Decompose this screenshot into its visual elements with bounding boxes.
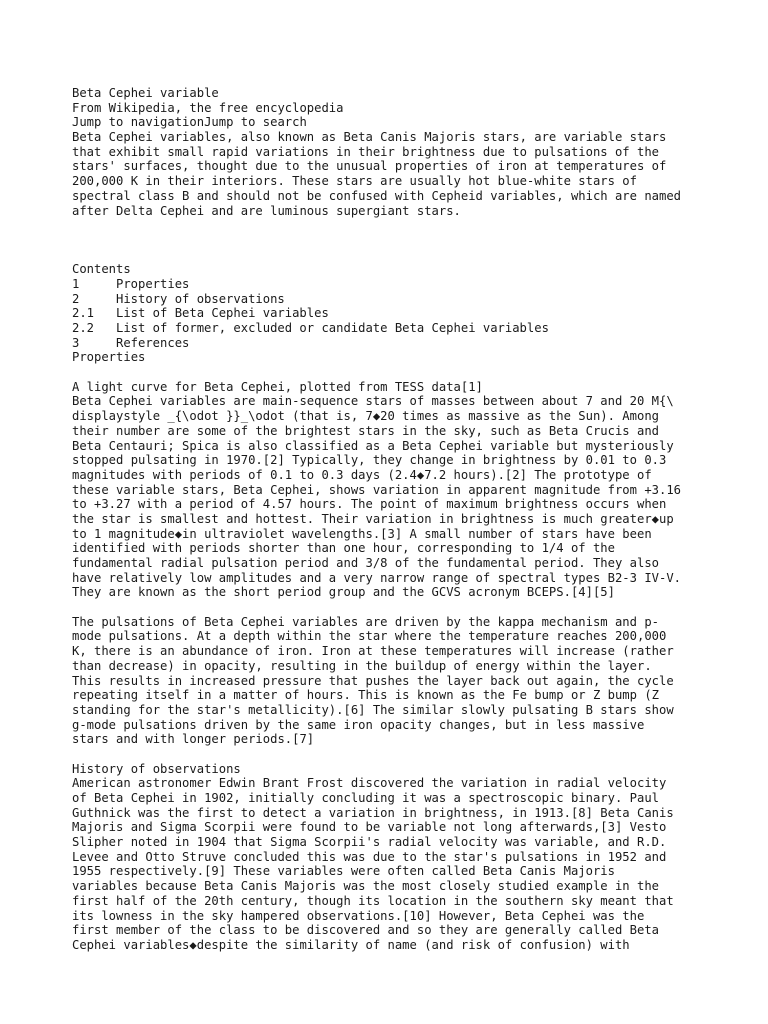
properties-heading: Properties	[72, 350, 146, 365]
text-line: after Delta Cephei and are luminous supergiant stars.	[72, 203, 461, 218]
text-line: American astronomer Edwin Brant Frost discovered the variation in radial velocity	[72, 776, 667, 791]
toc-label[interactable]: List of Beta Cephei variables	[116, 306, 329, 321]
toc-item[interactable]	[72, 321, 712, 336]
text-line: spectral class B and should not be confused with Cepheid variables, which are named	[72, 188, 682, 203]
intro-paragraph	[72, 130, 712, 218]
toc-item[interactable]	[72, 277, 712, 292]
table-of-contents	[72, 262, 712, 350]
text-line: stars' surfaces, thought due to the unusual properties of iron at temperatures of	[72, 159, 667, 174]
text-line: first half of the 20th century, though its location in the southern sky meant that	[72, 893, 674, 908]
toc-label[interactable]: History of observations	[116, 291, 285, 306]
text-line: to 1 magnitude◆in ultraviolet wavelengths.[3] A small number of stars have been	[72, 526, 652, 541]
toc-number: 3	[72, 335, 80, 350]
text-line: Beta Centauri; Spica is also classified as a Beta Cephei variable but mysteriously	[72, 438, 674, 453]
text-line: to +3.27 with a period of 4.57 hours. The point of maximum brightness occurs when	[72, 497, 667, 512]
text-line: 1955 respectively.[9] These variables were often called Beta Canis Majoris	[72, 864, 615, 879]
toc-item[interactable]	[72, 336, 712, 351]
spacer	[72, 747, 712, 762]
text-line: displaystyle _{\odot }}_\odot (that is, 7◆20 times as massive as the Sun). Among	[72, 409, 659, 424]
history-paragraph-1	[72, 776, 712, 952]
toc-label[interactable]: Properties	[116, 276, 190, 291]
text-line: Levee and Otto Struve concluded this was due to the star's pulsations in 1952 and	[72, 849, 667, 864]
text-line: these variable stars, Beta Cephei, shows variation in apparent magnitude from +3.16	[72, 482, 682, 497]
text-line: g-mode pulsations driven by the same iron opacity changes, but in less massive	[72, 717, 645, 732]
toc-number: 2.2	[72, 321, 95, 335]
text-line: Slipher noted in 1904 that Sigma Scorpii's radial velocity was variable, and R.D.	[72, 835, 667, 850]
text-line: fundamental radial pulsation period and 3/8 of the fundamental period. They also	[72, 556, 659, 570]
spacer	[72, 233, 712, 248]
history-heading: History of observations	[72, 761, 241, 776]
text-line: their number are some of the brightest stars in the sky, such as Beta Crucis and	[72, 423, 659, 438]
text-line: They are known as the short period group and the GCVS acronym BCEPS.[4][5]	[72, 585, 615, 600]
toc-number: 1	[72, 276, 80, 291]
source-line: From Wikipedia, the free encyclopedia	[72, 100, 344, 115]
toc-label[interactable]: List of former, excluded or candidate Beta Cephei variables	[116, 321, 549, 335]
text-line: first member of the class to be discovered and so they are generally called Beta	[72, 923, 659, 938]
text-line: repeating itself in a matter of hours. This is known as the Fe bump or Z bump (Z	[72, 688, 659, 703]
spacer	[72, 365, 712, 380]
toc-label[interactable]: References	[116, 335, 190, 350]
text-line: The pulsations of Beta Cephei variables are driven by the kappa mechanism and p-	[72, 614, 659, 629]
article-page	[72, 86, 712, 953]
properties-paragraph-2	[72, 615, 712, 747]
toc-item[interactable]	[72, 292, 712, 307]
text-line: stars and with longer periods.[7]	[72, 732, 315, 747]
text-line: of Beta Cephei in 1902, initially concluding it was a spectroscopic binary. Paul	[72, 791, 659, 805]
figure-caption: A light curve for Beta Cephei, plotted from TESS data[1]	[72, 379, 483, 394]
jump-links[interactable]: Jump to navigationJump to search	[72, 115, 307, 130]
text-line: Beta Cephei variables, also known as Beta Canis Majoris stars, are variable stars	[72, 130, 667, 145]
page-title: Beta Cephei variable	[72, 86, 219, 100]
text-line: identified with periods shorter than one hour, corresponding to 1/4 of the	[72, 541, 615, 556]
text-line: its lowness in the sky hampered observations.[10] However, Beta Cephei was the	[72, 908, 645, 923]
text-line: Guthnick was the first to detect a variation in brightness, in 1913.[8] Beta Canis	[72, 805, 674, 820]
text-line: than decrease) in opacity, resulting in the buildup of energy within the layer.	[72, 658, 652, 673]
spacer	[72, 248, 712, 263]
text-line: Cephei variables◆despite the similarity of name (and risk of confusion) with	[72, 937, 630, 952]
text-line: mode pulsations. At a depth within the star where the temperature reaches 200,000	[72, 629, 667, 644]
text-line: stopped pulsating in 1970.[2] Typically, they change in brightness by 0.01 to 0.3	[72, 453, 667, 468]
spacer	[72, 600, 712, 615]
text-line: 200,000 K in their interiors. These stars are usually hot blue-white stars of	[72, 174, 637, 189]
properties-paragraph-1	[72, 394, 712, 600]
text-line: magnitudes with periods of 0.1 to 0.3 days (2.4◆7.2 hours).[2] The prototype of	[72, 467, 652, 482]
text-line: Beta Cephei variables are main-sequence stars of masses between about 7 and 20 M{\	[72, 394, 674, 409]
text-line: This results in increased pressure that pushes the layer back out again, the cycle	[72, 673, 674, 688]
text-line: variables because Beta Canis Majoris was the most closely studied example in the	[72, 879, 659, 894]
text-line: the star is smallest and hottest. Their variation in brightness is much greater◆up	[72, 511, 674, 526]
text-line: Majoris and Sigma Scorpii were found to be variable not long afterwards,[3] Vesto	[72, 820, 667, 835]
toc-number: 2.1	[72, 306, 95, 321]
spacer	[72, 218, 712, 233]
text-line: K, there is an abundance of iron. Iron at these temperatures will increase (rather	[72, 644, 674, 659]
toc-number: 2	[72, 291, 80, 306]
contents-heading: Contents	[72, 262, 131, 277]
toc-item[interactable]	[72, 306, 712, 321]
text-line: standing for the star's metallicity).[6] The similar slowly pulsating B stars show	[72, 702, 674, 717]
text-line: have relatively low amplitudes and a very narrow range of spectral types B2-3 IV-V.	[72, 570, 682, 585]
text-line: that exhibit small rapid variations in their brightness due to pulsations of the	[72, 144, 659, 159]
